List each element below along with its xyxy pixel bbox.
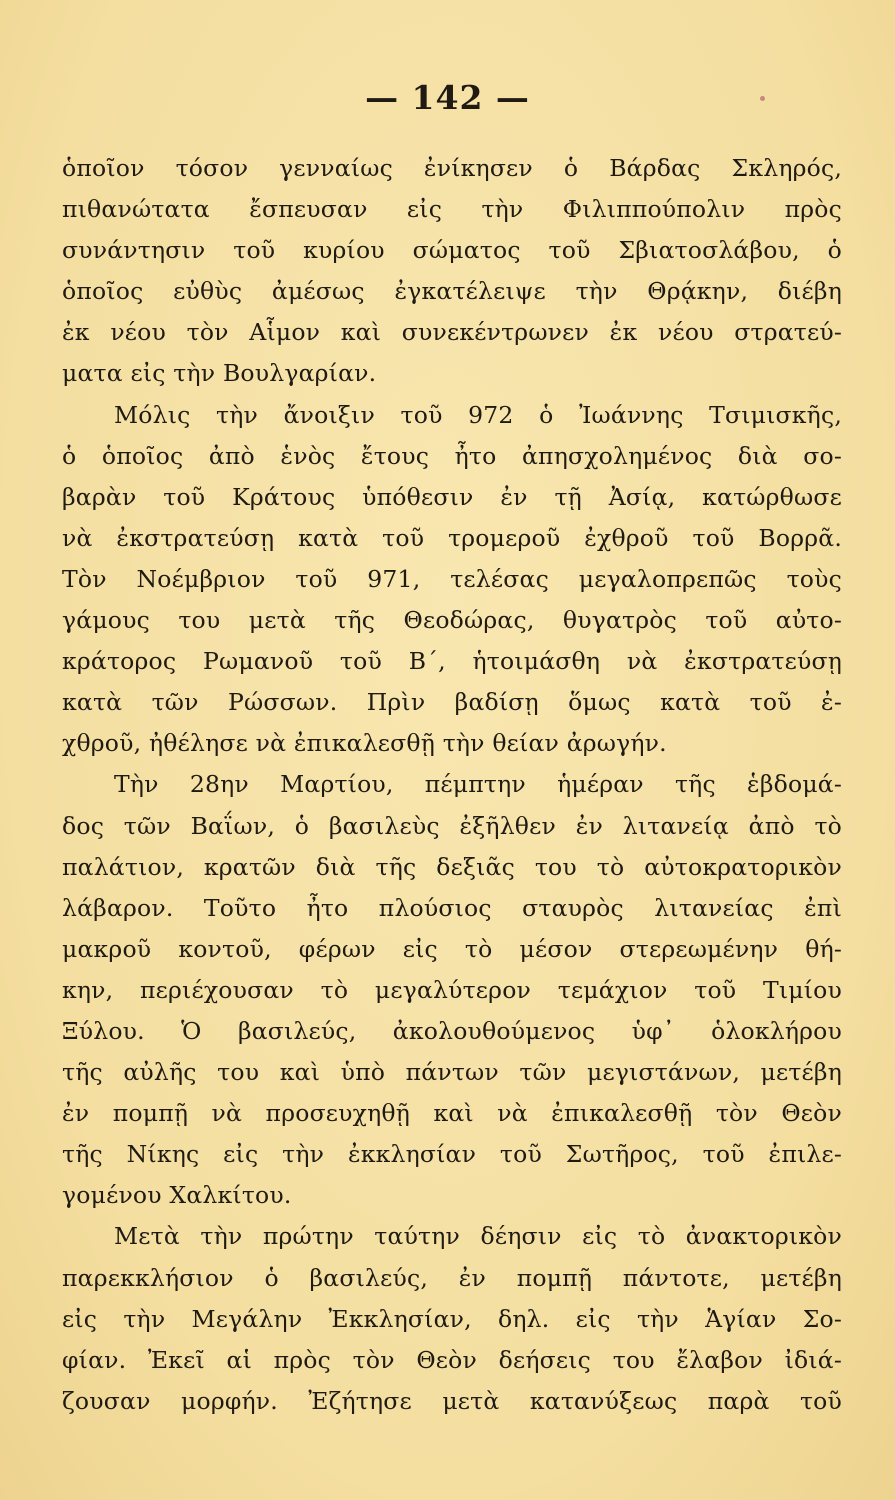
text-line: ζουσαν μορφήν. Ἐζήτησε μετὰ κατανύξεως παρὰ τοῦ: [62, 1386, 842, 1415]
text-line: τῆς αὐλῆς του καὶ ὑπὸ πάντων τῶν μεγιστάνων, μετέβη: [62, 1058, 842, 1087]
text-line: παρεκκλήσιον ὁ βασιλεύς, ἐν πομπῇ πάντοτε, μετέβη: [62, 1263, 842, 1292]
text-line: μακροῦ κοντοῦ, φέρων εἰς τὸ μέσον στερεωμένην θή-: [62, 934, 842, 963]
text-line: ἐν πομπῇ νὰ προσευχηθῇ καὶ νὰ ἐπικαλεσθῇ τὸν Θεὸν: [62, 1099, 842, 1128]
text-line: γομένου Χαλκίτου.: [62, 1181, 292, 1210]
text-line: κην, περιέχουσαν τὸ μεγαλύτερον τεμάχιον τοῦ Τιμίου: [62, 975, 842, 1004]
text-line: Μετὰ τὴν πρώτην ταύτην δέησιν εἰς τὸ ἀνακτορικὸν: [114, 1222, 842, 1251]
text-line: πιθανώτατα ἔσπευσαν εἰς τὴν Φιλιππούπολιν πρὸς: [62, 195, 842, 224]
text-line: κατὰ τῶν Ρώσσων. Πρὶν βαδίσῃ ὅμως κατὰ τοῦ ἐ-: [62, 688, 842, 717]
text-line: κράτορος Ρωμανοῦ τοῦ Β΄, ἡτοιμάσθη νὰ ἐκστρατεύσῃ: [62, 647, 842, 676]
text-line: δος τῶν Βαΐων, ὁ βασιλεὺς ἐξῆλθεν ἐν λιτανείᾳ ἀπὸ τὸ: [62, 811, 842, 840]
text-line: ματα εἰς τὴν Βουλγαρίαν.: [62, 359, 377, 388]
text-line: νὰ ἐκστρατεύσῃ κατὰ τοῦ τρομεροῦ ἐχθροῦ τοῦ Βορρᾶ.: [62, 523, 842, 552]
text-line: γάμους του μετὰ τῆς Θεοδώρας, θυγατρὸς τοῦ αὐτο-: [62, 606, 842, 635]
body-text: [62, 148, 842, 1422]
text-line: ἐκ νέου τὸν Αἷμον καὶ συνεκέντρωνεν ἐκ νέου στρατεύ-: [62, 318, 842, 347]
text-line: ὁποῖον τόσον γενναίως ἐνίκησεν ὁ Βάρδας Σκληρός,: [62, 154, 842, 182]
text-line: παλάτιον, κρατῶν διὰ τῆς δεξιᾶς του τὸ αὐτοκρατορικὸν: [62, 852, 842, 881]
page-number: — 142 —: [365, 78, 530, 117]
text-line: εἰς τὴν Μεγάλην Ἐκκλησίαν, δηλ. εἰς τὴν Ἁγίαν Σο-: [62, 1304, 842, 1333]
text-line: Τὸν Νοέμβριον τοῦ 971, τελέσας μεγαλοπρεπῶς τοὺς: [62, 564, 842, 593]
text-line: φίαν. Ἐκεῖ αἱ πρὸς τὸν Θεὸν δεήσεις του ἔλαβον ἰδιά-: [62, 1345, 842, 1374]
text-line: Τὴν 28ην Μαρτίου, πέμπτην ἡμέραν τῆς ἑβδομά-: [114, 770, 842, 799]
text-line: συνάντησιν τοῦ κυρίου σώματος τοῦ Σβιατοσλάβου, ὁ: [62, 236, 842, 265]
text-line: Μόλις τὴν ἄνοιξιν τοῦ 972 ὁ Ἰωάννης Τσιμισκῆς,: [114, 400, 842, 429]
text-line: λάβαρον. Τοῦτο ἦτο πλούσιος σταυρὸς λιτανείας ἐπὶ: [62, 893, 842, 922]
text-line: ὁ ὁποῖος ἀπὸ ἑνὸς ἔτους ἦτο ἀπησχολημένος διὰ σο-: [62, 441, 842, 470]
text-line: Ξύλου. Ὁ βασιλεύς, ἀκολουθούμενος ὑφ᾽ ὁλοκλήρου: [62, 1016, 842, 1045]
text-line: χθροῦ, ἠθέλησε νὰ ἐπικαλεσθῇ τὴν θείαν ἀρωγήν.: [62, 729, 667, 758]
text-line: τῆς Νίκης εἰς τὴν ἐκκλησίαν τοῦ Σωτῆρος, τοῦ ἐπιλε-: [62, 1140, 842, 1169]
text-line: βαρὰν τοῦ Κράτους ὑπόθεσιν ἐν τῇ Ἀσίᾳ, κατώρθωσε: [62, 482, 842, 511]
text-line: ὁποῖος εὐθὺς ἀμέσως ἐγκατέλειψε τὴν Θρᾴκην, διέβη: [62, 277, 842, 306]
